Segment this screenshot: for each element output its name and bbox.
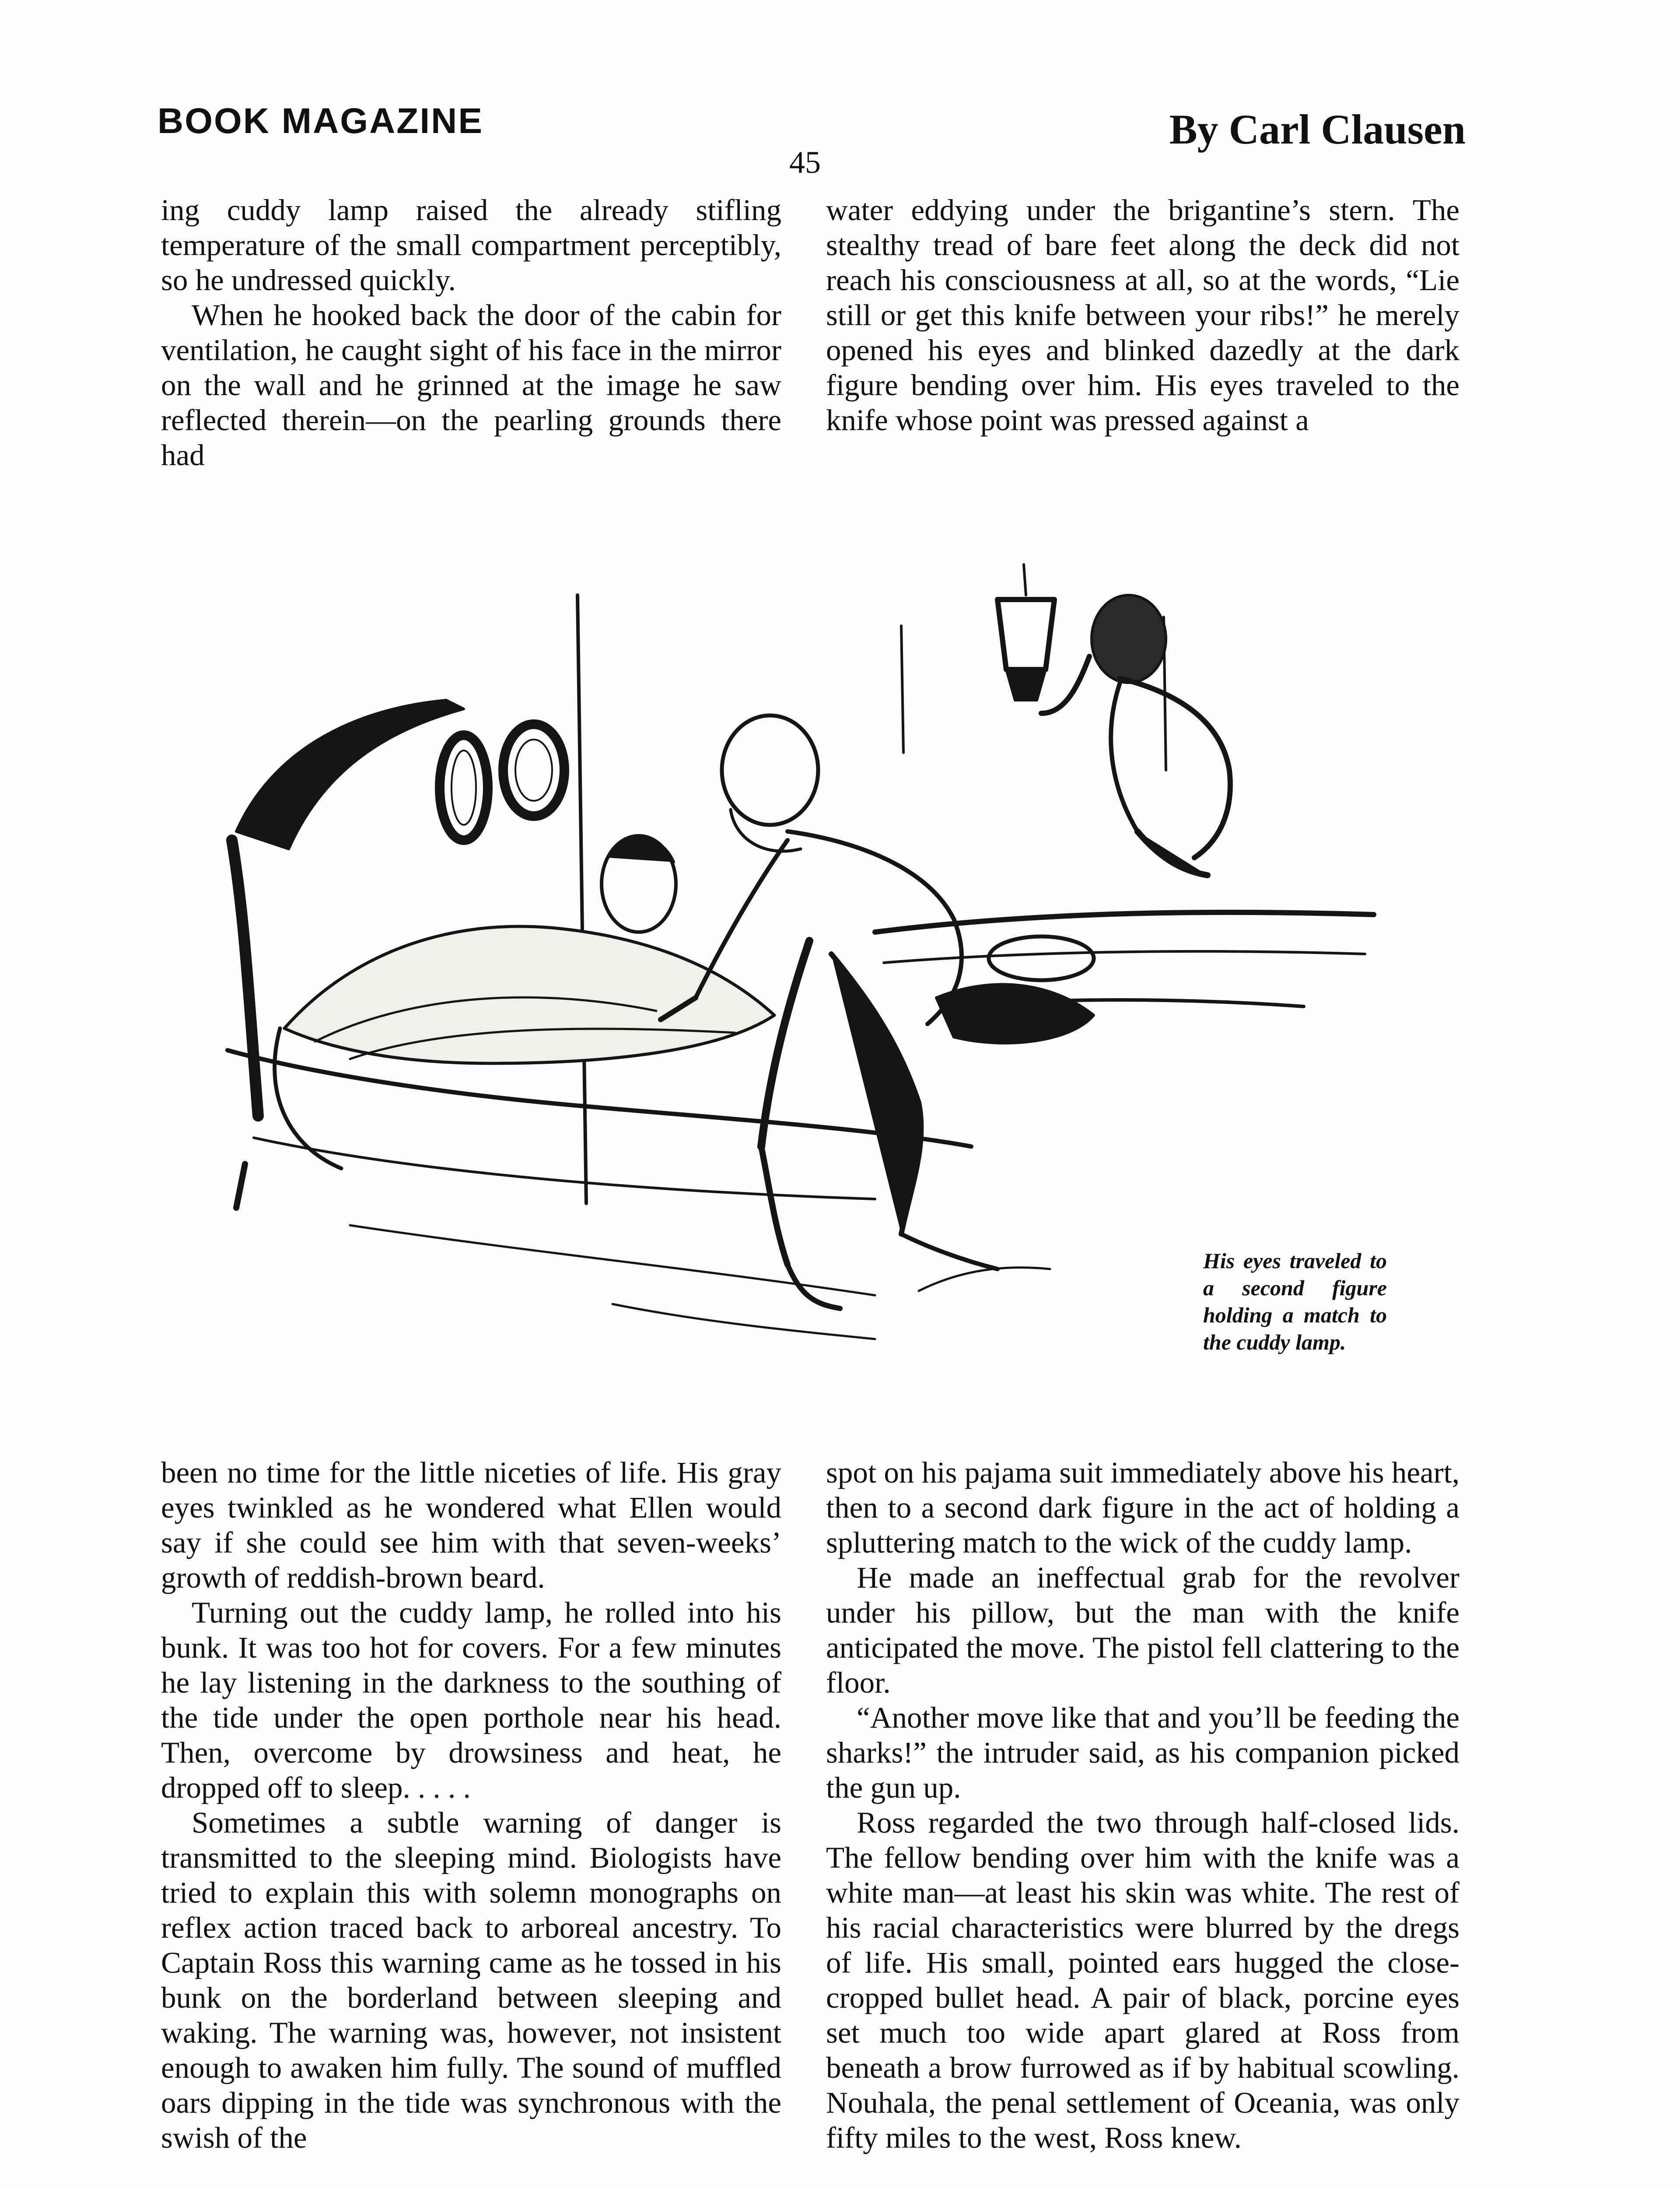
page-number: 45 [789,145,821,180]
paragraph: Turning out the cuddy lamp, he rolled into his bunk. It was too hot for covers. For a few minutes he lay listening in the darkness to the southing of the tide under the open porthole near his head. Then, overcome by drowsiness and heat, he dropped off to sleep. . . . . [161,1596,781,1804]
paragraph: spot on his pajama suit immediately above his heart, then to a second dark figure in the act of holding a spluttering match to the wick of the cuddy lamp. [826,1456,1460,1559]
text-column-top-left [161,193,781,473]
text-column-bottom-left [161,1455,781,2155]
illustration-caption: His eyes traveled to a second figure holding a match to the cuddy lamp. [1203,1248,1387,1354]
text-column-bottom-right [826,1455,1460,2155]
paragraph: He made an ineffectual grab for the revolver under his pillow, but the man with the knife anticipated the move. The pistol fell clattering to the floor. [826,1561,1460,1699]
paragraph: water eddying under the brigantine’s stern. The stealthy tread of bare feet along the deck did not reach his consciousness at all, so at the words, “Lie still or get this knife between your ribs!” he merely opened his eyes and blinked dazedly at the dark figure bending over him. His eyes traveled to the knife whose point was pressed against a [826,193,1460,437]
paragraph: “Another move like that and you’ll be feeding the sharks!” the intruder said, as his companion picked the gun up. [826,1701,1460,1804]
paragraph: been no time for the little niceties of life. His gray eyes twinkled as he wondered what Ellen would say if she could see him with that seven-weeks’ growth of reddish-brown beard. [161,1456,781,1594]
paragraph: When he hooked back the door of the cabin for ventilation, he caught sight of his face in the mirror on the wall and he grinned at the image he saw reflected therein—on the pearling grounds there had [161,298,781,472]
magazine-title: BOOK MAGAZINE [158,101,484,141]
paragraph: ing cuddy lamp raised the already stifling temperature of the small compartment perceptibly, so he undressed quickly. [161,193,781,297]
text-column-top-right [826,193,1460,438]
paragraph: Ross regarded the two through half-closed lids. The fellow bending over him with the knife was a white man—at least his skin was white. The rest of his racial characteristics were blurred by the dregs of life. His small, pointed ears hugged the close-cropped bullet head. A pair of black, porcine eyes set much too wide apart glared at Ross from beneath a brow furrowed as if by habitual scowling. Nouhala, the penal settlement of Oceania, was only fifty miles to the west, Ross knew. [826,1806,1460,2154]
author-byline: By Carl Clausen [1169,106,1466,153]
paragraph: Sometimes a subtle warning of danger is transmitted to the sleeping mind. Biologists have tried to explain this with solemn monographs on reflex action traced back to arboreal ancestry. To Captain Ross this warning came as he tossed in his bunk on the borderland between sleeping and waking. The warning was, however, not insistent enough to awaken him fully. The sound of muffled oars dipping in the tide was synchronous with the swish of the [161,1806,781,2154]
